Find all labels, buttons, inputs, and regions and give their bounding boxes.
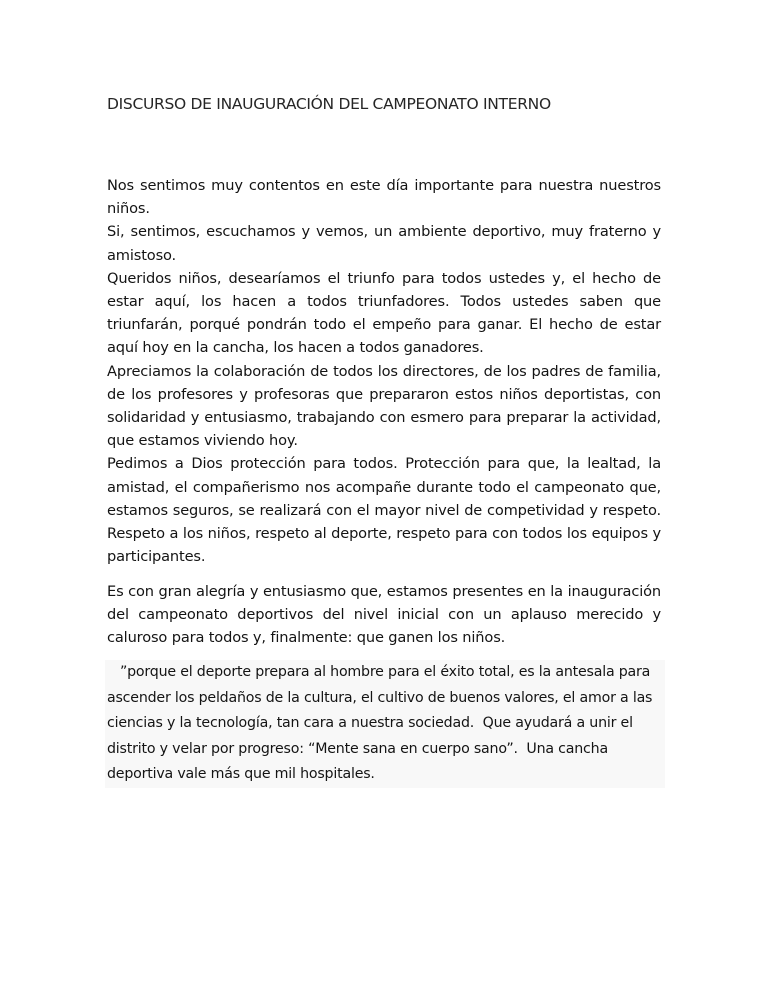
paragraph-apreciamos: Apreciamos la colaboración de todos los directores, de los padres de familia, de los profesores y profesoras que prepararon estos niños deportistas, con solidaridad y entusiasmo, trabajando con esmero para preparar la actividad, que estamos viviendo hoy. <box>107 362 661 450</box>
paragraph-ambiente: Si, sentimos, escuchamos y vemos, un ambiente deportivo, muy fraterno y amistoso. <box>107 223 661 264</box>
highlighted-quote <box>105 660 665 788</box>
speech-closing <box>107 580 661 650</box>
document-title: DISCURSO DE INAUGURACIÓN DEL CAMPEONATO INTERNO <box>107 95 551 113</box>
paragraph-queridos-ninos: Queridos niños, desearíamos el triunfo para todos ustedes y, el hecho de estar aquí, los hacen a todos triunfadores. Todos ustedes saben que triunfarán, porqué pondrán todo el empeño para ganar. El hecho de estar aquí hoy en la cancha, los hacen a todos ganadores. <box>107 269 661 357</box>
paragraph-pedimos: Pedimos a Dios protección para todos. Protección para que, la lealtad, la amistad, el compañerismo nos acompañe durante todo el campeonato que, estamos seguros, se realizará con el mayor nivel de competividad y respeto. Respeto a los niños, respeto al deporte, respeto para con todos los equipos y participantes. <box>107 455 661 566</box>
speech-body <box>107 174 661 568</box>
paragraph-opening: Nos sentimos muy contentos en este día importante para nuestra nuestros niños. <box>107 177 661 218</box>
quote-text: ”porque el deporte prepara al hombre para el éxito total, es la antesala para ascender los peldaños de la cultura, el cultivo de buenos valores, el amor a las ciencias y la tecnología, tan cara a nuestra sociedad. Que ayudará a unir el distrito y velar por progreso: “Mente sana en cuerpo sano”. Una cancha deportiva vale más que mil hospitales. <box>107 664 657 782</box>
paragraph-closing: Es con gran alegría y entusiasmo que, estamos presentes en la inauguración del campeonato deportivos del nivel inicial con un aplauso merecido y caluroso para todos y, finalmente: que ganen los niños. <box>107 583 661 647</box>
